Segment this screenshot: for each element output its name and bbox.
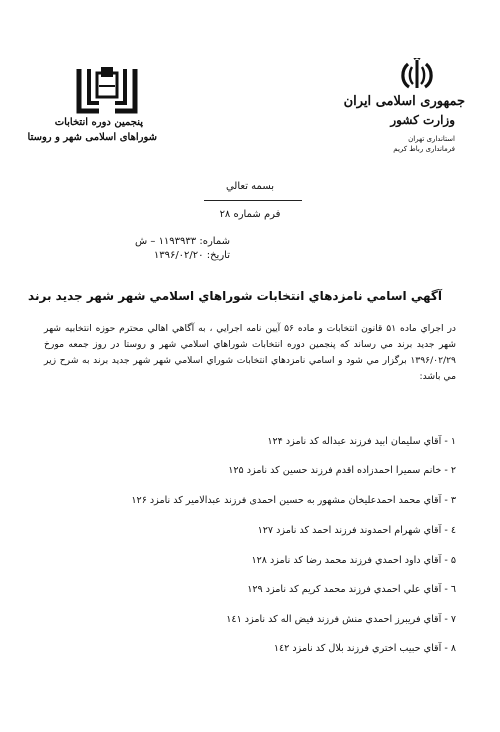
letter-number: شماره: ۱۱۹۳۹۳۳ – ش [134, 236, 230, 247]
candidate-item: ۱ - آقاي سليمان ابيد فرزند عبداله كد نامزد ۱۲۴ [267, 436, 456, 447]
form-number: فرم شماره ۲۸ [219, 209, 281, 220]
emblem-province-line: استانداری تهران [408, 135, 455, 143]
candidate-item: ۲ - خانم سميرا احمدزاده اقدم فرزند حسين كد نامزد ۱۲۵ [228, 465, 456, 476]
candidate-item: ۸ - آقاي حبيب اختري فرزند بلال كد نامزد ۱٤۲ [273, 643, 456, 654]
candidate-item: ۵ - آقاي داود احمدي فرزند محمد رضا كد نامزد ۱۲۸ [251, 555, 456, 566]
emblem-county-line: فرمانداری رباط کریم [393, 145, 455, 153]
logo-text-line-1: پنجمین دوره انتخابات [54, 117, 143, 128]
emblem-title-line: جمهوری اسلامی ایران [343, 94, 465, 109]
candidate-item: ٦ - آقاي علي احمدي فرزند محمد كريم كد نامزد ۱۲۹ [247, 584, 456, 595]
candidate-item: ٤ - آقاي شهرام احمدوند فرزند احمد كد نامزد ۱۲۷ [257, 525, 456, 536]
bismillah-heading: بسمه تعالي [225, 181, 275, 192]
notice-title: آگهي اسامي نامزدهاي انتخابات شوراهاي اسلامي شهر شهر جديد برند [28, 289, 442, 303]
logo-text-line-2: شوراهای اسلامی شهر و روستا [27, 132, 157, 143]
letter-date: تاريخ: ۱۳۹۶/۰۲/۲۰ [153, 250, 230, 261]
candidate-item: ۷ - آقاي فريبرز احمدي منش فرزند فيض اله كد نامزد ۱٤۱ [226, 614, 456, 625]
emblem-ministry-line: وزارت کشور [390, 113, 455, 127]
notice-body: در اجراي ماده ۵۱ قانون انتخابات و ماده ۵۶ آيين نامه اجرايي ، به آگاهي اهالي محترم حوزه انتخابيه شهر شهر جديد برند مي رساند كه پنجمين دوره انتخابات شوراهاي اسلامي شهر و روستا در روز جمعه مورخ ۱۳۹۶/۰۲/۲۹ برگزار مي شود و اسامي نامزدهاي انتخابات شوراي اسلامي شهر شهر جديد برند به شرح زير مي باشد: [44, 323, 457, 382]
candidate-item: ۳ - آقاي محمد احمدعليخان مشهور به حسين احمدی فرزند عبدالامير كد نامزد ۱۲۶ [131, 495, 456, 506]
